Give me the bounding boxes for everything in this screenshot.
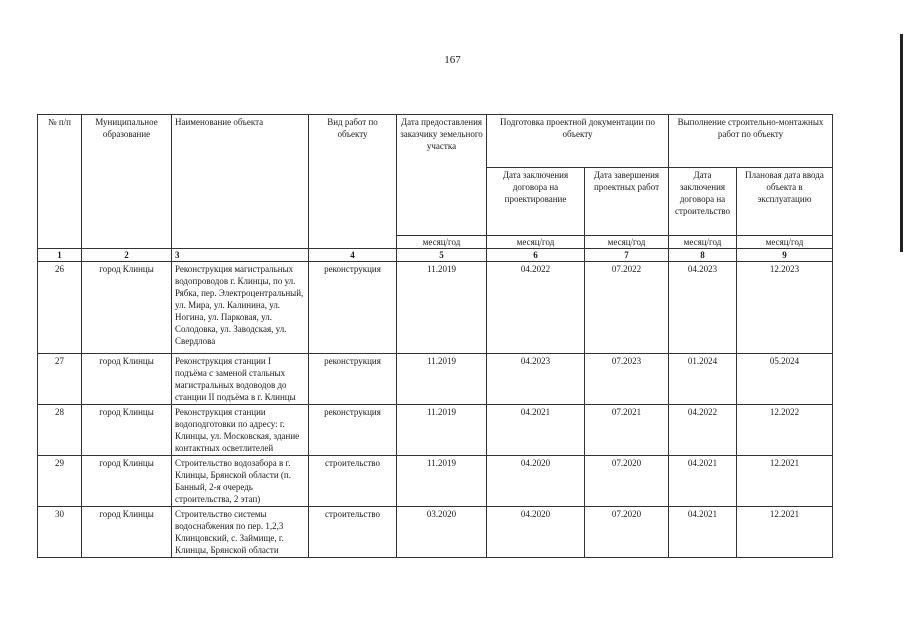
column-number: 6 — [487, 249, 585, 262]
row-municipality: город Клинцы — [82, 262, 172, 354]
column-number: 8 — [669, 249, 737, 262]
header-construction-group: Выполнение строительно-монтажных работ по объекту — [669, 115, 833, 168]
row-design-end: 07.2023 — [585, 354, 669, 405]
scan-edge-mark — [900, 34, 903, 252]
row-land-date: 11.2019 — [397, 405, 487, 456]
table-row — [38, 405, 833, 456]
row-design-end: 07.2020 — [585, 507, 669, 558]
column-number-row — [38, 249, 833, 262]
unit-label: месяц/год — [737, 236, 833, 249]
row-commission: 12.2023 — [737, 262, 833, 354]
row-object: Реконструкция станции водоподготовки по адресу: г. Клинцы, ул. Московская, здание контактных осветлителей — [172, 405, 309, 456]
column-number: 3 — [172, 249, 309, 262]
column-number: 2 — [82, 249, 172, 262]
row-design-end: 07.2021 — [585, 405, 669, 456]
row-work-type: строительство — [309, 507, 397, 558]
row-land-date: 11.2019 — [397, 262, 487, 354]
header-work-type: Вид работ по объекту — [309, 115, 397, 249]
row-commission: 05.2024 — [737, 354, 833, 405]
row-num: 30 — [38, 507, 82, 558]
unit-label: месяц/год — [487, 236, 585, 249]
unit-label: месяц/год — [585, 236, 669, 249]
header-design-end: Дата завершения проектных работ — [585, 168, 669, 236]
header-object-name: Наименование объекта — [172, 115, 309, 249]
row-land-date: 03.2020 — [397, 507, 487, 558]
row-object: Строительство водозабора в г. Клинцы, Брянской области (п. Банный, 2-я очередь строительства, 2 этап) — [172, 456, 309, 507]
column-number: 4 — [309, 249, 397, 262]
header-num: № п/п — [38, 115, 82, 249]
row-num: 29 — [38, 456, 82, 507]
row-design-contract: 04.2020 — [487, 456, 585, 507]
header-row — [38, 115, 833, 168]
row-municipality: город Клинцы — [82, 354, 172, 405]
row-commission: 12.2021 — [737, 507, 833, 558]
row-object: Реконструкция магистральных водопроводов г. Клинцы, по ул. Рябка, пер. Электроцентральный, ул. Мира, ул. Калинина, ул. Ногина, ул. Парковая, ул. Солодовка, ул. Заводская, ул. Свердлова — [172, 262, 309, 354]
page-number: 167 — [444, 54, 461, 66]
row-object: Реконструкция станции I подъёма с заменой стальных магистральных водоводов до станции II подъёма в г. Клинцы — [172, 354, 309, 405]
row-design-end: 07.2022 — [585, 262, 669, 354]
table-row — [38, 456, 833, 507]
row-object: Строительство системы водоснабжения по пер. 1,2,3 Клинцовский, с. Займище, г. Клинцы, Брянской области — [172, 507, 309, 558]
row-design-end: 07.2020 — [585, 456, 669, 507]
row-build-contract: 01.2024 — [669, 354, 737, 405]
row-design-contract: 04.2022 — [487, 262, 585, 354]
header-land-date: Дата предоставления заказчику земельного участка — [397, 115, 487, 236]
header-design-contract: Дата заключения договора на проектирование — [487, 168, 585, 236]
row-work-type: строительство — [309, 456, 397, 507]
row-commission: 12.2022 — [737, 405, 833, 456]
column-number: 1 — [38, 249, 82, 262]
row-build-contract: 04.2021 — [669, 507, 737, 558]
row-work-type: реконструкция — [309, 354, 397, 405]
unit-label: месяц/год — [397, 236, 487, 249]
column-number: 5 — [397, 249, 487, 262]
unit-label: месяц/год — [669, 236, 737, 249]
row-num: 26 — [38, 262, 82, 354]
row-build-contract: 04.2022 — [669, 405, 737, 456]
column-number: 7 — [585, 249, 669, 262]
row-design-contract: 04.2020 — [487, 507, 585, 558]
row-design-contract: 04.2023 — [487, 354, 585, 405]
row-build-contract: 04.2021 — [669, 456, 737, 507]
row-land-date: 11.2019 — [397, 354, 487, 405]
table-row — [38, 354, 833, 405]
header-design-group: Подготовка проектной документации по объекту — [487, 115, 669, 168]
header-commission: Плановая дата ввода объекта в эксплуатацию — [737, 168, 833, 236]
row-num: 28 — [38, 405, 82, 456]
row-municipality: город Клинцы — [82, 507, 172, 558]
row-municipality: город Клинцы — [82, 405, 172, 456]
row-num: 27 — [38, 354, 82, 405]
row-municipality: город Клинцы — [82, 456, 172, 507]
row-build-contract: 04.2023 — [669, 262, 737, 354]
header-build-contract: Дата заключения договора на строительство — [669, 168, 737, 236]
investment-schedule-table — [37, 114, 833, 558]
row-work-type: реконструкция — [309, 405, 397, 456]
table-row — [38, 262, 833, 354]
column-number: 9 — [737, 249, 833, 262]
row-commission: 12.2021 — [737, 456, 833, 507]
row-land-date: 11.2019 — [397, 456, 487, 507]
row-work-type: реконструкция — [309, 262, 397, 354]
table-row — [38, 507, 833, 558]
header-municipality: Муниципальное образование — [82, 115, 172, 249]
row-design-contract: 04.2021 — [487, 405, 585, 456]
